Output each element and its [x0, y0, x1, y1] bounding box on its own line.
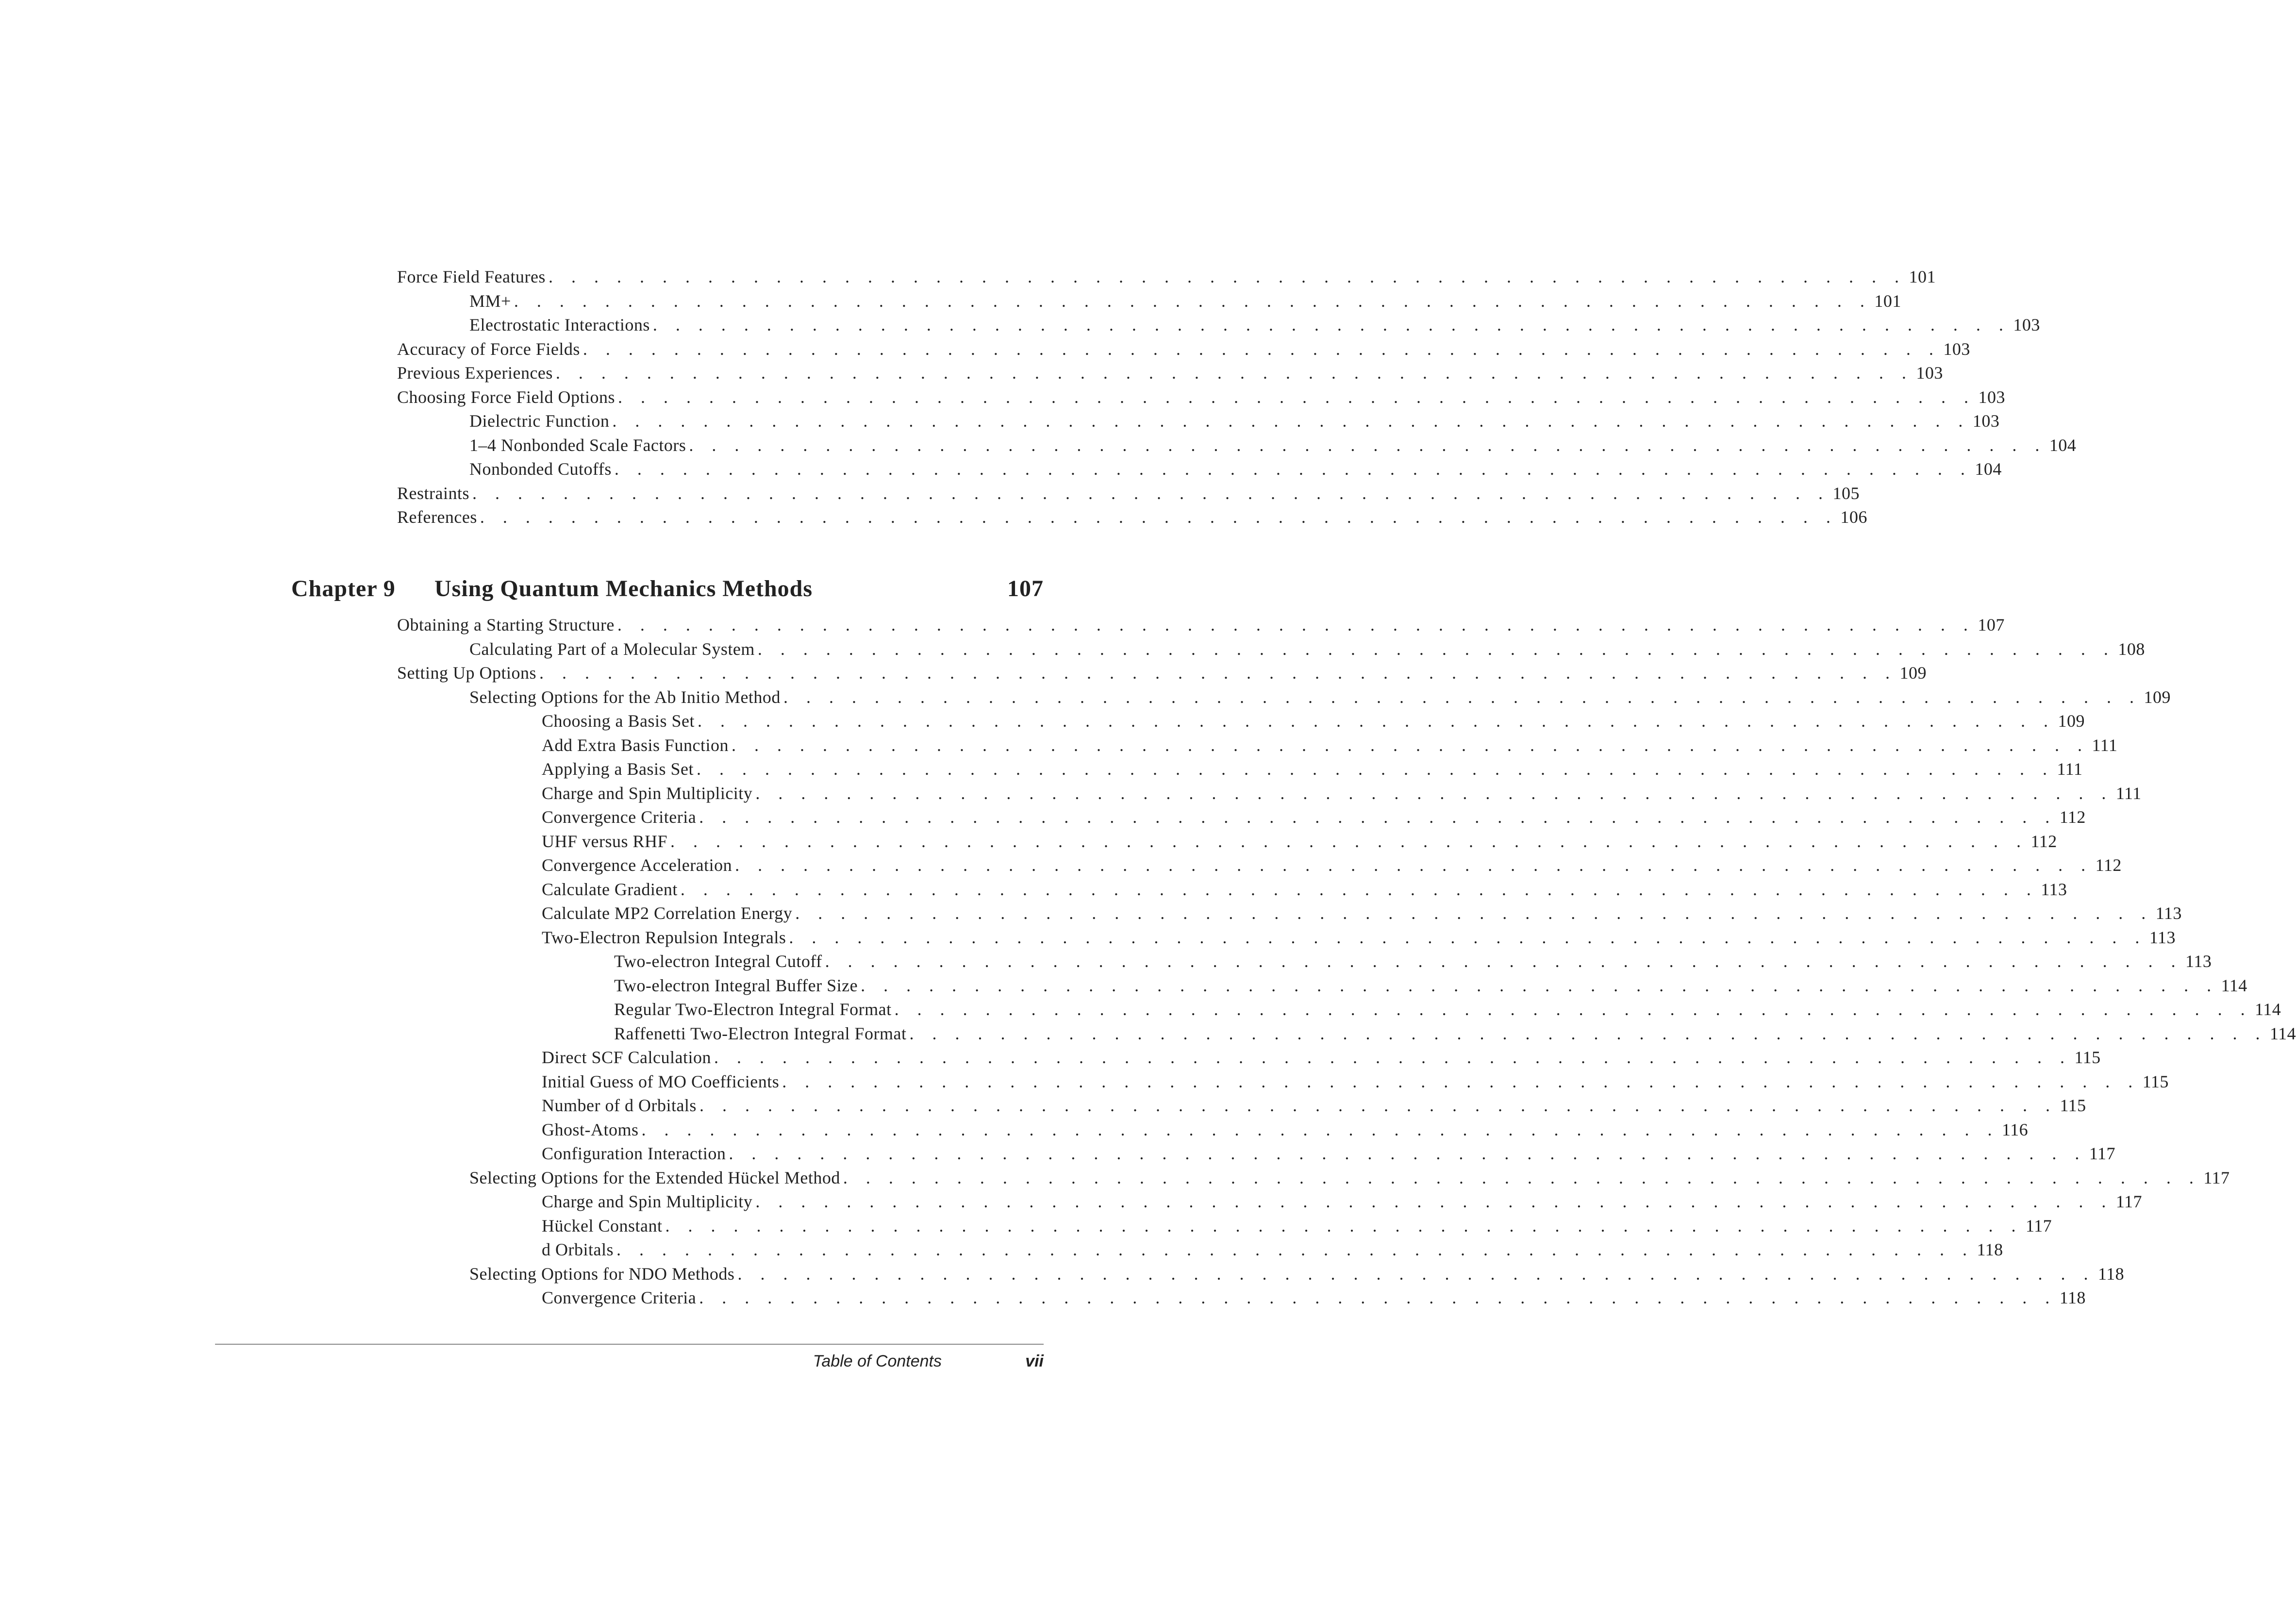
toc-entry-title: Previous Experiences [397, 363, 553, 383]
dot-leader: . . . . . . . . . . . . . . . . . . . . . . . . . . . . . . . . . . . . . . . . . . . . . . . . . . . . . . . . . . . . [614, 459, 1972, 479]
toc-entry [542, 709, 2085, 733]
toc-entry-page: 103 [1916, 363, 1943, 383]
toc-entry [542, 925, 2176, 950]
toc-entry [542, 1069, 2169, 1094]
footer-title: Table of Contents [813, 1352, 942, 1370]
footer-divider [215, 1344, 1044, 1345]
toc-entry-title: Selecting Options for the Extended Hückel Method [469, 1168, 840, 1187]
toc-entry-title: Applying a Basis Set [542, 759, 694, 779]
dot-leader: . . . . . . . . . . . . . . . . . . . . . . . . . . . . . . . . . . . . . . . . . . . . . . . . . . . . . . . . . . . . [618, 387, 1976, 407]
toc-entry-page: 101 [1909, 267, 1936, 286]
dot-leader: . . . . . . . . . . . . . . . . . . . . . . . . . . . . . . . . . . . . . . . . . . . . . . . . . . . . . . . . . . . . [697, 759, 2054, 779]
toc-entry-title: Charge and Spin Multiplicity [542, 784, 753, 803]
toc-entry-page: 117 [2203, 1168, 2230, 1187]
toc-entry-title: Calculate Gradient [542, 880, 678, 899]
dot-leader: . . . . . . . . . . . . . . . . . . . . . . . . . . . . . . . . . . . . . . . . . . . . . . . . . . . . . . . . . . . . [665, 1216, 2023, 1235]
dot-leader: . . . . . . . . . . . . . . . . . . . . . . . . . . . . . . . . . . . . . . . . . . . . . . . . . . . . . . . . . . . . [795, 903, 2153, 923]
toc-entry-title: Add Extra Basis Function [542, 735, 729, 755]
toc-entry [542, 733, 2118, 757]
toc-entry-title: Initial Guess of MO Coefficients [542, 1072, 780, 1091]
toc-entry-page: 118 [1977, 1240, 2003, 1259]
toc-entry [469, 409, 2000, 433]
toc-entry-page: 113 [2155, 903, 2182, 923]
toc-entry [542, 829, 2057, 853]
toc-entry-page: 109 [2058, 711, 2085, 731]
toc-entry-title: Two-electron Integral Buffer Size [614, 976, 858, 995]
toc-entry-title: Force Field Features [397, 267, 546, 286]
dot-leader: . . . . . . . . . . . . . . . . . . . . . . . . . . . . . . . . . . . . . . . . . . . . . . . . . . . . . . . . . . . . [548, 267, 1906, 286]
dot-leader: . . . . . . . . . . . . . . . . . . . . . . . . . . . . . . . . . . . . . . . . . . . . . . . . . . . . . . . . . . . . [737, 1264, 2095, 1284]
dot-leader: . . . . . . . . . . . . . . . . . . . . . . . . . . . . . . . . . . . . . . . . . . . . . . . . . . . . . . . . . . . . [617, 615, 1975, 634]
toc-entry-page: 118 [2059, 1288, 2086, 1307]
toc-entry-title: Electrostatic Interactions [469, 315, 650, 334]
dot-leader: . . . . . . . . . . . . . . . . . . . . . . . . . . . . . . . . . . . . . . . . . . . . . . . . . . . . . . . . . . . . [909, 1024, 2267, 1043]
toc-entry-page: 106 [1840, 507, 1867, 527]
toc-entry-title: Direct SCF Calculation [542, 1048, 711, 1067]
chapter-number: Chapter 9 [291, 576, 396, 601]
dot-leader: . . . . . . . . . . . . . . . . . . . . . . . . . . . . . . . . . . . . . . . . . . . . . . . . . . . . . . . . . . . . [894, 1000, 2252, 1019]
toc-entry-page: 115 [2142, 1072, 2169, 1091]
toc-entry-title: Calculate MP2 Correlation Energy [542, 903, 793, 923]
toc-entry [469, 289, 1901, 313]
dot-leader: . . . . . . . . . . . . . . . . . . . . . . . . . . . . . . . . . . . . . . . . . . . . . . . . . . . . . . . . . . . . [652, 315, 2011, 334]
toc-entry [397, 661, 1927, 685]
toc-entry [614, 973, 2247, 998]
toc-entry-title: Dielectric Function [469, 411, 610, 431]
toc-entry-page: 105 [1832, 484, 1860, 503]
dot-leader: . . . . . . . . . . . . . . . . . . . . . . . . . . . . . . . . . . . . . . . . . . . . . . . . . . . . . . . . . . . . [783, 687, 2141, 707]
dot-leader: . . . . . . . . . . . . . . . . . . . . . . . . . . . . . . . . . . . . . . . . . . . . . . . . . . . . . . . . . . . . [472, 484, 1830, 503]
toc-entry-title: References [397, 507, 477, 527]
toc-entry [614, 949, 2212, 973]
dot-leader: . . . . . . . . . . . . . . . . . . . . . . . . . . . . . . . . . . . . . . . . . . . . . . . . . . . . . . . . . . . . [641, 1120, 1999, 1139]
dot-leader: . . . . . . . . . . . . . . . . . . . . . . . . . . . . . . . . . . . . . . . . . . . . . . . . . . . . . . . . . . . . [755, 1192, 2113, 1211]
toc-entry [469, 313, 2040, 337]
toc-entry [397, 361, 1943, 385]
toc-entry-page: 115 [2074, 1048, 2101, 1067]
toc-entry [397, 265, 1936, 289]
dot-leader: . . . . . . . . . . . . . . . . . . . . . . . . . . . . . . . . . . . . . . . . . . . . . . . . . . . . . . . . . . . . [843, 1168, 2201, 1187]
dot-leader: . . . . . . . . . . . . . . . . . . . . . . . . . . . . . . . . . . . . . . . . . . . . . . . . . . . . . . . . . . . . [582, 339, 1941, 359]
toc-entry-page: 101 [1874, 291, 1901, 311]
dot-leader: . . . . . . . . . . . . . . . . . . . . . . . . . . . . . . . . . . . . . . . . . . . . . . . . . . . . . . . . . . . . [714, 1048, 2072, 1067]
toc-entry-title: Raffenetti Two-Electron Integral Format [614, 1024, 907, 1043]
toc-entry-title: MM+ [469, 291, 511, 311]
dot-leader: . . . . . . . . . . . . . . . . . . . . . . . . . . . . . . . . . . . . . . . . . . . . . . . . . . . . . . . . . . . . [699, 1288, 2057, 1307]
toc-entry-title: Two-Electron Repulsion Integrals [542, 928, 786, 947]
toc-entry [397, 481, 1860, 505]
toc-entry [542, 1214, 2052, 1238]
dot-leader: . . . . . . . . . . . . . . . . . . . . . . . . . . . . . . . . . . . . . . . . . . . . . . . . . . . . . . . . . . . . [729, 1144, 2086, 1163]
toc-entry-page: 103 [2013, 315, 2040, 334]
toc-entry-page: 117 [2025, 1216, 2052, 1235]
toc-entry [542, 757, 2083, 781]
dot-leader: . . . . . . . . . . . . . . . . . . . . . . . . . . . . . . . . . . . . . . . . . . . . . . . . . . . . . . . . . . . . [755, 784, 2113, 803]
dot-leader: . . . . . . . . . . . . . . . . . . . . . . . . . . . . . . . . . . . . . . . . . . . . . . . . . . . . . . . . . . . . [670, 832, 2028, 851]
toc-entry-title: Two-electron Integral Cutoff [614, 951, 822, 971]
toc-entry [542, 1189, 2142, 1214]
toc-entry [469, 637, 2145, 661]
toc-entry-title: Ghost-Atoms [542, 1120, 639, 1139]
toc-entry [469, 1262, 2125, 1286]
toc-entry-page: 113 [2149, 928, 2176, 947]
toc-entry-page: 115 [2060, 1096, 2086, 1115]
toc-entry-page: 114 [2269, 1024, 2296, 1043]
dot-leader: . . . . . . . . . . . . . . . . . . . . . . . . . . . . . . . . . . . . . . . . . . . . . . . . . . . . . . . . . . . . [789, 928, 2146, 947]
toc-entry-title: Calculating Part of a Molecular System [469, 639, 755, 659]
toc-entry-title: Obtaining a Starting Structure [397, 615, 615, 634]
toc-entry [542, 1141, 2116, 1166]
dot-leader: . . . . . . . . . . . . . . . . . . . . . . . . . . . . . . . . . . . . . . . . . . . . . . . . . . . . . . . . . . . . [555, 363, 1913, 383]
toc-entry-page: 117 [2089, 1144, 2116, 1163]
toc-entry-title: Hückel Constant [542, 1216, 663, 1235]
chapter-page: 107 [1007, 576, 1044, 601]
toc-entry [397, 337, 1970, 361]
toc-entry-page: 104 [2049, 435, 2077, 455]
toc-entry-title: Regular Two-Electron Integral Format [614, 1000, 892, 1019]
toc-entry [542, 1118, 2029, 1142]
toc-entry-page: 113 [2041, 880, 2067, 899]
dot-leader: . . . . . . . . . . . . . . . . . . . . . . . . . . . . . . . . . . . . . . . . . . . . . . . . . . . . . . . . . . . . [731, 735, 2089, 755]
dot-leader: . . . . . . . . . . . . . . . . . . . . . . . . . . . . . . . . . . . . . . . . . . . . . . . . . . . . . . . . . . . . [861, 976, 2218, 995]
toc-entry-title: Configuration Interaction [542, 1144, 726, 1163]
toc-entry-page: 114 [2221, 976, 2247, 995]
toc-entry-title: Selecting Options for NDO Methods [469, 1264, 735, 1284]
toc-entry-title: Accuracy of Force Fields [397, 339, 580, 359]
toc-entry-title: Convergence Acceleration [542, 855, 732, 875]
toc-entry-page: 104 [1975, 459, 2002, 479]
toc-entry [542, 1093, 2086, 1118]
toc-entry [542, 1237, 2003, 1262]
toc-entry-title: Selecting Options for the Ab Initio Method [469, 687, 781, 707]
dot-leader: . . . . . . . . . . . . . . . . . . . . . . . . . . . . . . . . . . . . . . . . . . . . . . . . . . . . . . . . . . . . [735, 855, 2093, 875]
toc-entry-page: 109 [1899, 663, 1927, 683]
toc-entry-title: Number of d Orbitals [542, 1096, 697, 1115]
toc-entry [469, 433, 2077, 457]
toc-entry [542, 877, 2067, 901]
toc-entry [469, 1166, 2230, 1190]
toc-entry-page: 111 [2092, 735, 2118, 755]
toc-entry [614, 997, 2281, 1021]
toc-entry-page: 117 [2115, 1192, 2142, 1211]
toc-entry-page: 109 [2144, 687, 2171, 707]
toc-entry [397, 505, 1867, 529]
toc-entry-title: d Orbitals [542, 1240, 614, 1259]
toc-entry-title: Convergence Criteria [542, 807, 697, 827]
toc-entry-title: UHF versus RHF [542, 832, 668, 851]
dot-leader: . . . . . . . . . . . . . . . . . . . . . . . . . . . . . . . . . . . . . . . . . . . . . . . . . . . . . . . . . . . . [612, 411, 1970, 431]
toc-entry [542, 853, 2122, 877]
toc-entry-page: 107 [1978, 615, 2005, 634]
dot-leader: . . . . . . . . . . . . . . . . . . . . . . . . . . . . . . . . . . . . . . . . . . . . . . . . . . . . . . . . . . . . [825, 951, 2183, 971]
dot-leader: . . . . . . . . . . . . . . . . . . . . . . . . . . . . . . . . . . . . . . . . . . . . . . . . . . . . . . . . . . . . [680, 880, 2038, 899]
dot-leader: . . . . . . . . . . . . . . . . . . . . . . . . . . . . . . . . . . . . . . . . . . . . . . . . . . . . . . . . . . . . [689, 435, 2046, 455]
toc-entry-page: 103 [1943, 339, 1970, 359]
dot-leader: . . . . . . . . . . . . . . . . . . . . . . . . . . . . . . . . . . . . . . . . . . . . . . . . . . . . . . . . . . . . [698, 711, 2055, 731]
toc-entry [397, 613, 2005, 637]
toc-entry [542, 1285, 2086, 1310]
toc-entry-page: 112 [2059, 807, 2086, 827]
footer-page-number: vii [1025, 1352, 1044, 1370]
toc-entry [614, 1021, 2296, 1046]
toc-entry [542, 1045, 2101, 1069]
toc-entry-page: 113 [2185, 951, 2212, 971]
toc-entry-page: 118 [2097, 1264, 2125, 1284]
toc-entry-title: Nonbonded Cutoffs [469, 459, 612, 479]
toc-entry-title: Charge and Spin Multiplicity [542, 1192, 753, 1211]
toc-entry-page: 103 [1978, 387, 2006, 407]
toc-entry-title: Setting Up Options [397, 663, 537, 683]
toc-entry [469, 457, 2002, 481]
chapter-heading [291, 575, 1044, 609]
toc-entry-page: 112 [2095, 855, 2122, 875]
dot-leader: . . . . . . . . . . . . . . . . . . . . . . . . . . . . . . . . . . . . . . . . . . . . . . . . . . . . . . . . . . . . [757, 639, 2115, 659]
toc-entry [542, 805, 2086, 829]
toc-entry [397, 385, 2006, 409]
toc-entry-page: 116 [2002, 1120, 2029, 1139]
toc-entry [542, 781, 2142, 805]
dot-leader: . . . . . . . . . . . . . . . . . . . . . . . . . . . . . . . . . . . . . . . . . . . . . . . . . . . . . . . . . . . . [699, 1096, 2057, 1115]
dot-leader: . . . . . . . . . . . . . . . . . . . . . . . . . . . . . . . . . . . . . . . . . . . . . . . . . . . . . . . . . . . . [782, 1072, 2140, 1091]
dot-leader: . . . . . . . . . . . . . . . . . . . . . . . . . . . . . . . . . . . . . . . . . . . . . . . . . . . . . . . . . . . . [699, 807, 2057, 827]
toc-entry-title: Convergence Criteria [542, 1288, 697, 1307]
chapter-title: Using Quantum Mechanics Methods [434, 576, 813, 601]
toc-entry-page: 111 [2115, 784, 2142, 803]
dot-leader: . . . . . . . . . . . . . . . . . . . . . . . . . . . . . . . . . . . . . . . . . . . . . . . . . . . . . . . . . . . . [616, 1240, 1974, 1259]
toc-entry-title: Choosing Force Field Options [397, 387, 616, 407]
toc-entry-page: 108 [2118, 639, 2145, 659]
toc-entry-page: 111 [2057, 759, 2083, 779]
dot-leader: . . . . . . . . . . . . . . . . . . . . . . . . . . . . . . . . . . . . . . . . . . . . . . . . . . . . . . . . . . . . [539, 663, 1897, 683]
toc-entry-title: Choosing a Basis Set [542, 711, 695, 731]
dot-leader: . . . . . . . . . . . . . . . . . . . . . . . . . . . . . . . . . . . . . . . . . . . . . . . . . . . . . . . . . . . . [514, 291, 1872, 311]
toc-entry-title: 1–4 Nonbonded Scale Factors [469, 435, 686, 455]
toc-entry-title: Restraints [397, 484, 469, 503]
toc-entry [469, 685, 2171, 709]
dot-leader: . . . . . . . . . . . . . . . . . . . . . . . . . . . . . . . . . . . . . . . . . . . . . . . . . . . . . . . . . . . . [480, 507, 1838, 527]
toc-entry-page: 114 [2255, 1000, 2281, 1019]
toc-entry [542, 901, 2182, 925]
toc-entry-page: 112 [2030, 832, 2057, 851]
toc-entry-page: 103 [1972, 411, 2000, 431]
